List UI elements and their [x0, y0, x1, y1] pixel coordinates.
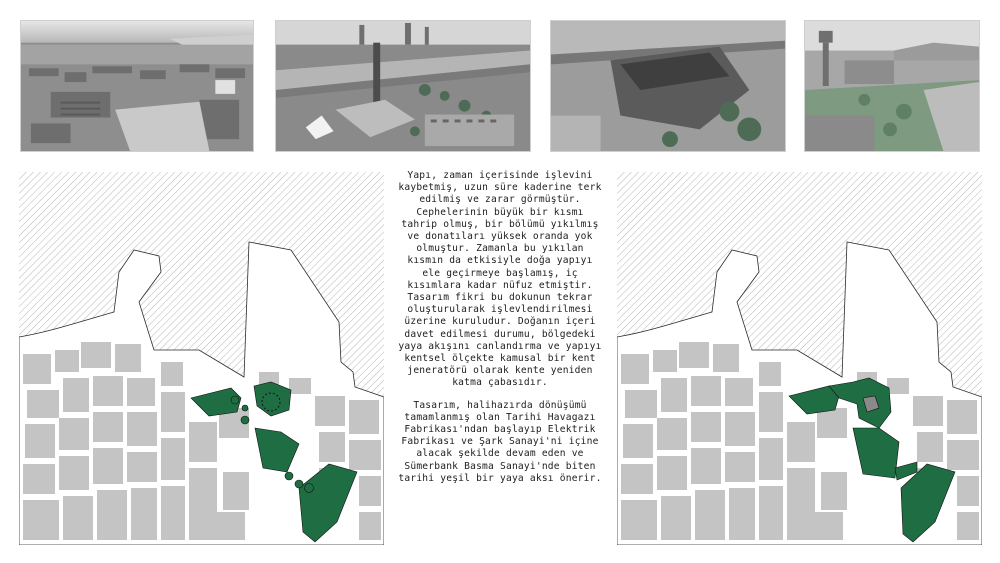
description-paragraph-2: Tasarım, halihazırda dönüşümü tamamlanmış olan Tarihi Havagazı Fabrikası'ndan başlayıp Elektrik Fabrikası ve Şark Sanayi'ni içine alacak şekilde devam eden ve Sümerbank Basma Sanayi'nde biten tarihi yeşil bir yaya aksı önerir.: [398, 399, 602, 484]
ruined-factory-photo: [550, 20, 786, 152]
site-map-proposed: [617, 172, 982, 545]
aerial-city-photo: [20, 20, 254, 152]
chimney-factory-photo: [275, 20, 531, 152]
description-paragraph-1: Yapı, zaman içerisinde işlevini kaybetmiş, uzun süre kaderine terk edilmiş ve zarar görmüştür. Cephelerinin büyük bir kısmı tahrip olmuş, bir bölümü yıkılmış ve donatıları yüksek oranda yok olmuştur. Zamanla bu yıkılan kısmın da etkisiyle doğa yapıyı ele geçirmeye başlamış, iç kısımlara kadar nüfuz etmiştir. Tasarım fikri bu dokunun tekrar oluşturularak işlevlendirilmesi üzerine kuruludur. Doğanın içeri davet edilmesi durumu, bölgedeki yaya akışını canlandırma ve yapıyı kentsel ölçekte kamusal bir kent jeneratörü olarak kente yeniden katma çabasıdır.: [398, 170, 602, 389]
description-text: [396, 170, 604, 495]
site-map-existing: [19, 172, 384, 545]
water-tower-photo: [804, 20, 980, 152]
